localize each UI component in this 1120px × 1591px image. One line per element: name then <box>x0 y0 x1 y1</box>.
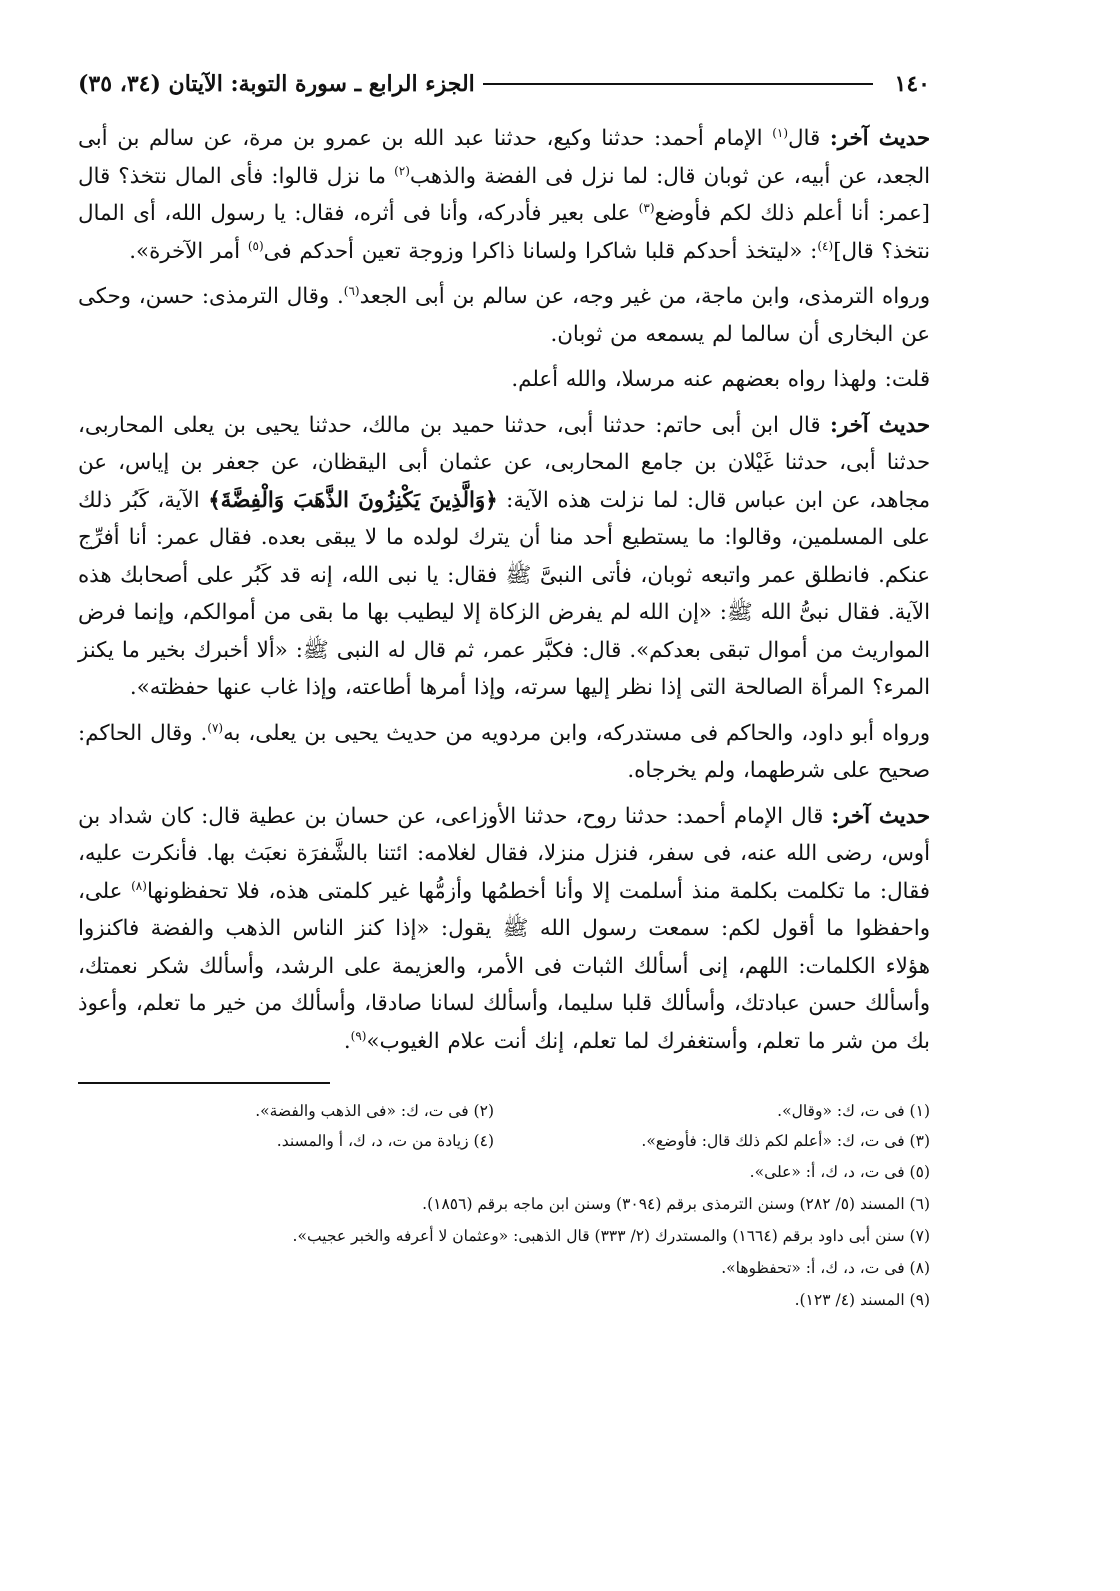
footnote-ref: (٨) <box>131 878 147 893</box>
paragraph <box>78 715 930 790</box>
paragraph <box>78 120 930 270</box>
text-run: قال ابن أبى حاتم: حدثنا أبى، حدثنا حميد بن مالك، حدثنا يحيى بن يعلى المحاربى، حدثنا أبى، حدثنا غَيْلان بن جامع المحاربى، عن عثمان أبى اليقظان، عن جعفر بن إياس، عن مجاهد، عن ابن عباس قال: لما نزلت هذه الآية: <box>78 412 930 513</box>
footnote-ref: (١) <box>772 125 789 140</box>
text-run: قال <box>788 126 830 151</box>
footnote: (٧) سنن أبى داود برقم (١٦٦٤) والمستدرك (٢/ ٣٣٣) قال الذهبى: «وعثمان لا أعرفه والخبر عجيب». <box>292 1227 930 1245</box>
header-rule <box>483 83 873 85</box>
footnotes-grid <box>78 1096 930 1156</box>
footnote: (٣) فى ت، ك: «أعلم لكم ذلك قال: فأوضع». <box>641 1132 930 1150</box>
footnote-ref: (٦) <box>343 283 360 298</box>
running-header <box>78 62 930 106</box>
text-run: . <box>343 1028 351 1054</box>
body-text <box>78 120 930 1060</box>
footnote-separator <box>78 1082 330 1084</box>
footnote: (٢) فى ت، ك: «فى الذهب والفضة». <box>255 1102 494 1120</box>
paragraph <box>78 278 930 353</box>
footnote-ref: (٩) <box>350 1028 367 1043</box>
page-number: ١٤٠ <box>894 71 930 97</box>
text-run: : «ليتخذ أحدكم قلبا شاكرا ولسانا ذاكرا وزوجة تعين أحدكم فى <box>263 238 818 264</box>
text-run: ورواه الترمذى، وابن ماجة، من غير وجه، عن سالم بن أبى الجعد <box>359 284 930 309</box>
text-run: أمر الآخرة». <box>129 238 248 264</box>
footnote-ref: (٣) <box>638 200 655 215</box>
text-run: . وقال الحاكم: صحيح على شرطهما، ولم يخرجاه. <box>78 720 930 783</box>
footnote-separator-box <box>78 1068 930 1096</box>
paragraph <box>78 407 930 707</box>
quran-quote: ﴿وَالَّذِينَ يَكْنِزُونَ الذَّهَبَ وَالْفِضَّةَ﴾ <box>208 487 498 513</box>
footnote-ref: (٥) <box>247 238 264 253</box>
text-run: ما نزل قالوا: فأى المال نتخذ؟ قال [عمر: أنا أعلم ذلك لكم فأوضع <box>78 163 930 226</box>
hadith-heading: حديث آخر: <box>831 803 931 829</box>
hadith-heading: حديث آخر: <box>830 412 930 438</box>
footnote: (٨) فى ت، د، ك، أ: «تحفظوها». <box>721 1259 930 1277</box>
footnote-ref: (٤) <box>817 238 834 253</box>
text-run: قلت: ولهذا رواه بعضهم عنه مرسلا، والله أعلم. <box>511 367 930 392</box>
footnote: (٦) المسند (٥/ ٢٨٢) وسنن الترمذى برقم (٣٠٩٤) وسنن ابن ماجه برقم (١٨٥٦). <box>422 1195 930 1213</box>
hadith-heading: حديث آخر: <box>829 126 930 151</box>
footnote: (١) فى ت، ك: «وقال». <box>777 1102 930 1120</box>
footnote: (٩) المسند (٤/ ١٢٣). <box>794 1291 930 1309</box>
footnotes-full <box>78 1156 930 1316</box>
footnote: (٤) زيادة من ت، د، ك، أ والمسند. <box>276 1132 494 1150</box>
paragraph <box>78 361 930 399</box>
paragraph <box>78 798 930 1061</box>
footnote-ref: (٧) <box>207 720 224 735</box>
text-run: على بعير فأدركه، وأنا فى أثره، فقال: يا رسول الله، أى المال نتخذ؟ قال] <box>78 201 930 264</box>
text-run: الإمام أحمد: حدثنا وكيع، حدثنا عبد الله بن عمرو بن مرة، عن سالم بن أبى الجعد، عن أبيه، عن ثوبان قال: لما نزل فى الفضة والذهب <box>78 126 930 189</box>
text-run: الآية، كَبُر ذلك على المسلمين، وقالوا: ما يستطيع أحد منا أن يترك لولده ما لا يبقى بعده. فقال عمر: أنا أفرِّج عنكم. فانطلق عمر واتبعه ثوبان، فأتى النبىَّ ﷺ فقال: يا نبى الله، إنه قد كَبُر على أصحابك هذه الآية. فقال نبىُّ الله ﷺ: «إن الله لم يفرض الزكاة إلا ليطيب بها ما بقى من أموالكم، وإنما فرض المواريث من أموال تبقى بعدكم». قال: فكبَّر عمر، ثم قال له النبى ﷺ: «ألا أخبرك بخير ما يكنز المرء؟ المرأة الصالحة التى إذا نظر إليها سرته، وإذا أمرها أطاعته، وإذا غاب عنها حفظته». <box>78 487 930 700</box>
text-run: قال الإمام أحمد: حدثنا روح، حدثنا الأوزاعى، عن حسان بن عطية قال: كان شداد بن أوس، رضى الله عنه، فى سفر، فنزل منزلا، فقال لغلامه: ائتنا بالشَّفرَة نعبَث بها. فأنكرت عليه، فقال: ما تكلمت بكلمة منذ أسلمت إلا وأنا أخطمُها وأزمُّها غير كلمتى هذه، فلا تحفظونها <box>78 803 930 904</box>
book-page <box>78 62 930 1552</box>
text-run: . وقال الترمذى: حسن، وحكى عن البخارى أن سالما لم يسمعه من ثوبان. <box>78 284 930 347</box>
text-run: على، واحفظوا ما أقول لكم: سمعت رسول الله ﷺ يقول: «إذا كنز الناس الذهب والفضة فاكنزوا هؤلاء الكلمات: اللهم، إنى أسألك الثبات فى الأمر، والعزيمة على الرشد، وأسألك شكر نعمتك، وأسألك حسن عبادتك، وأسألك قلبا سليما، وأسألك لسانا صادقا، وأسألك من خير ما تعلم، وأعوذ بك من شر ما تعلم، وأستغفرك لما تعلم، إنك أنت علام الغيوب» <box>78 878 930 1054</box>
footnote: (٥) فى ت، د، ك، أ: «على». <box>749 1163 930 1181</box>
footnote-ref: (٢) <box>394 163 410 178</box>
text-run: ورواه أبو داود، والحاكم فى مستدركه، وابن مردويه من حديث يحيى بن يعلى، به <box>223 720 930 746</box>
running-title: الجزء الرابع ـ سورة التوبة: الآيتان (٣٤، ٣٥) <box>78 71 475 97</box>
